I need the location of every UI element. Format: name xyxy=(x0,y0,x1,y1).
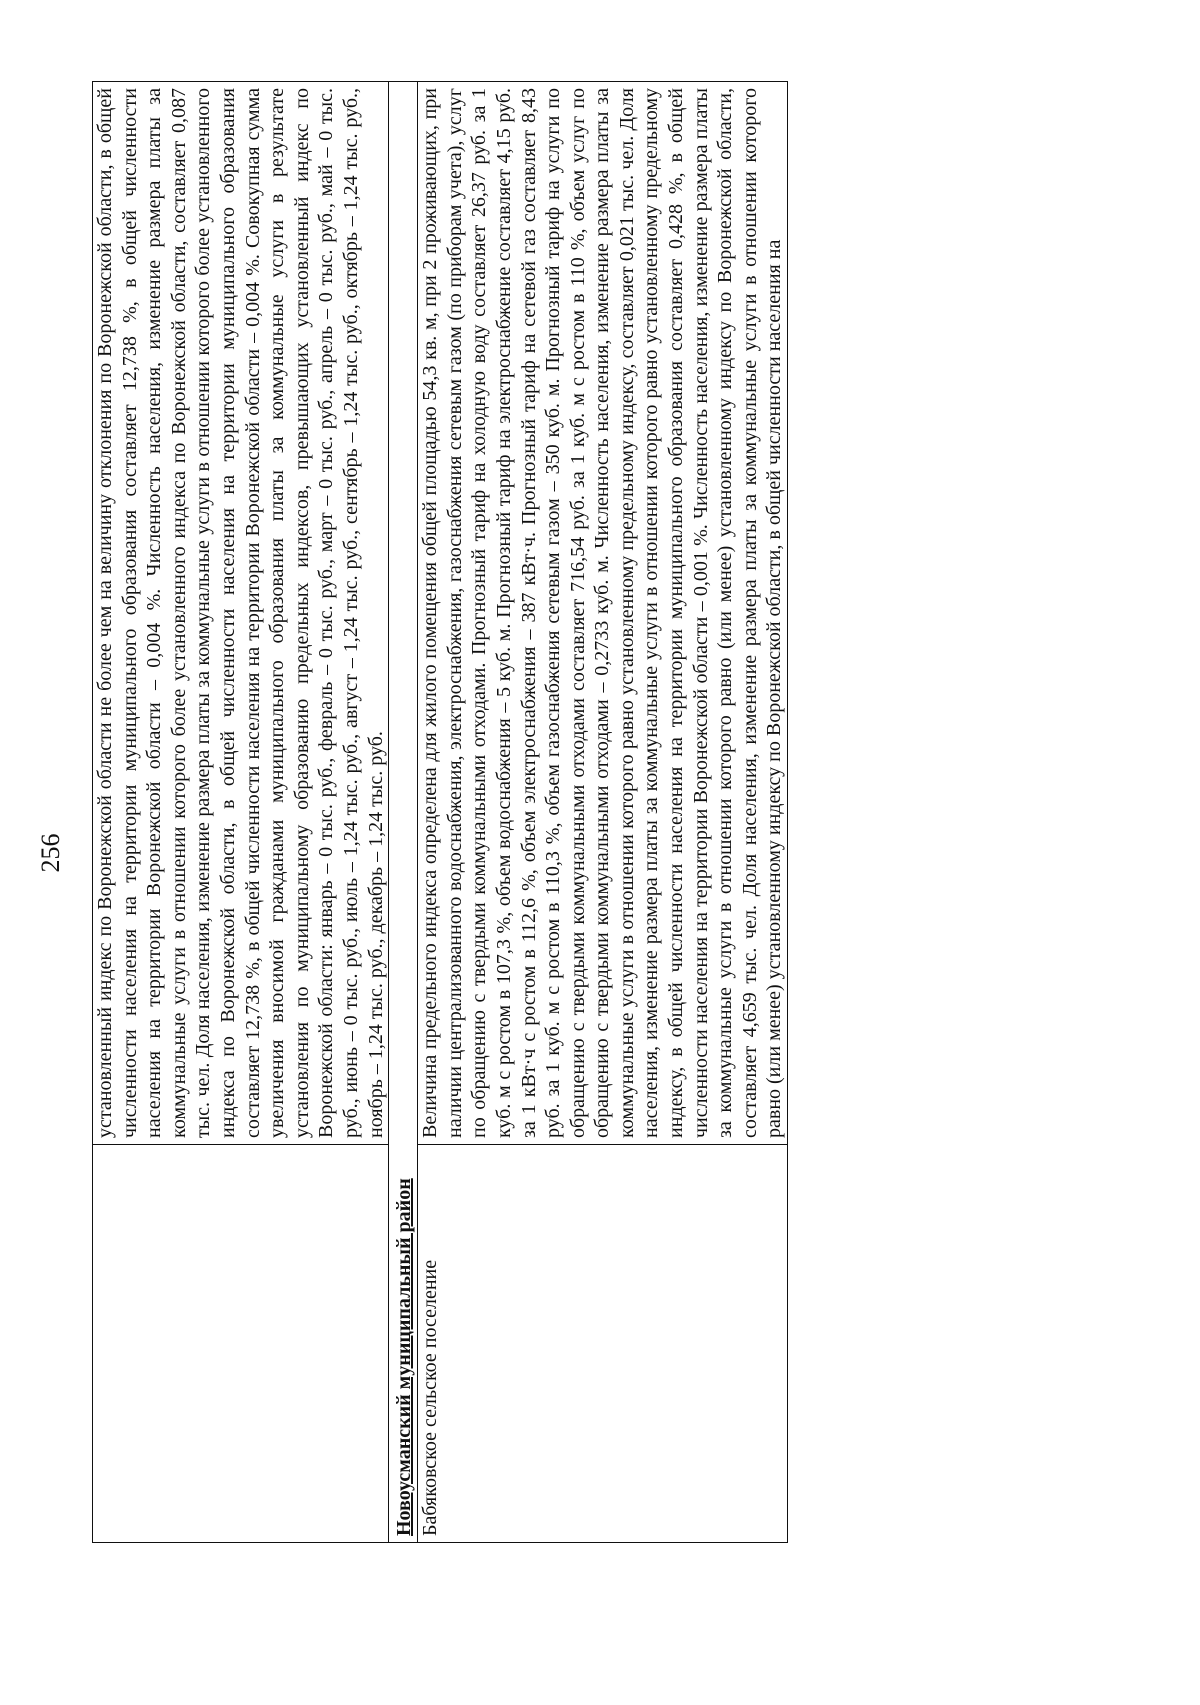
section-title: Новоусманский муниципальный район xyxy=(389,82,418,1543)
section-header-row xyxy=(389,82,418,1543)
table-row xyxy=(93,82,389,1543)
cell-text: установленный индекс по Воронежской области не более чем на величину отклонения по Воронежской области, в общей численности населения на территории муниципального образования составляет 12,738 %, в общей численности населения на территории Воронежской области – 0,004 %. Численность населения, изменение размера платы за коммунальные услуги в отношении которого более установленного индекса по Воронежской области, составляет 0,087 тыс. чел. Доля населения, изменение размера платы за коммунальные услуги в отношении которого более установленного индекса по Воронежской области, в общей численности населения на территории муниципального образования составляет 12,738 %, в общей численности населения на территории Воронежской области – 0,004 %. Совокупная сумма увеличения вносимой гражданами муниципального образования платы за коммунальные услуги в результате установления по муниципальному образованию предельных индексов, превышающих установленный индекс по Воронежской области: январь – 0 тыс. руб., февраль – 0 тыс. руб., март – 0 тыс. руб., апрель – 0 тыс. руб., май – 0 тыс. руб., июнь – 0 тыс. руб., июль – 1,24 тыс. руб., август – 1,24 тыс. руб., сентябрь – 1,24 тыс. руб., октябрь – 1,24 тыс. руб., ноябрь – 1,24 тыс. руб., декабрь – 1,24 тыс. руб. xyxy=(94,88,387,1138)
page-number: 256 xyxy=(36,833,65,873)
settlement-name: Бабяковское сельское поселение xyxy=(419,1259,442,1536)
table-cell-right xyxy=(93,82,389,1145)
document-table xyxy=(92,81,788,1543)
table-cell-left xyxy=(93,1145,389,1543)
cell-text: Величина предельного индекса определена для жилого помещения общей площадью 54,3 кв. м, при 2 проживающих, при наличии централизованного водоснабжения, электроснабжения, газоснабжения сетевым газом (по приборам учета), услуг по обращению с твердыми коммунальными отходами. Прогнозный тариф на холодную воду составляет 26,37 руб. за 1 куб. м с ростом в 107,3 %, объем водоснабжения – 5 куб. м. Прогнозный тариф на электроснабжение составляет 4,15 руб. за 1 кВт·ч с ростом в 112,6 %, объем электроснабжения – 387 кВт·ч. Прогнозный тариф на сетевой газ составляет 8,43 руб. за 1 куб. м с ростом в 110,3 %, объем газоснабжения сетевым газом – 350 куб. м. Прогнозный тариф на услуги по обращению с твердыми коммунальными отходами составляет 716,54 руб. за 1 куб. м с ростом в 110 %, объем услуг по обращению с твердыми коммунальными отходами – 0,2733 куб. м. Численность населения, изменение размера платы за коммунальные услуги в отношении которого равно установленному предельному индексу, составляет 0,021 тыс. чел. Доля населения, изменение размера платы за коммунальные услуги в отношении которого равно установленному предельному индексу, в общей численности населения на территории муниципального образования составляет 0,428 %, в общей численности населения на территории Воронежской области – 0,001 %. Численность населения, изменение размера платы за коммунальные услуги в отношении которого равно (или менее) установленному индексу по Воронежской области, составляет 4,659 тыс. чел. Доля населения, изменение размера платы за коммунальные услуги в отношении которого равно (или менее) установленному индексу по Воронежской области, в общей численности населения на xyxy=(419,88,786,1138)
table-cell-right xyxy=(418,82,788,1145)
table-row xyxy=(418,82,788,1543)
table-cell-left xyxy=(418,1145,788,1543)
